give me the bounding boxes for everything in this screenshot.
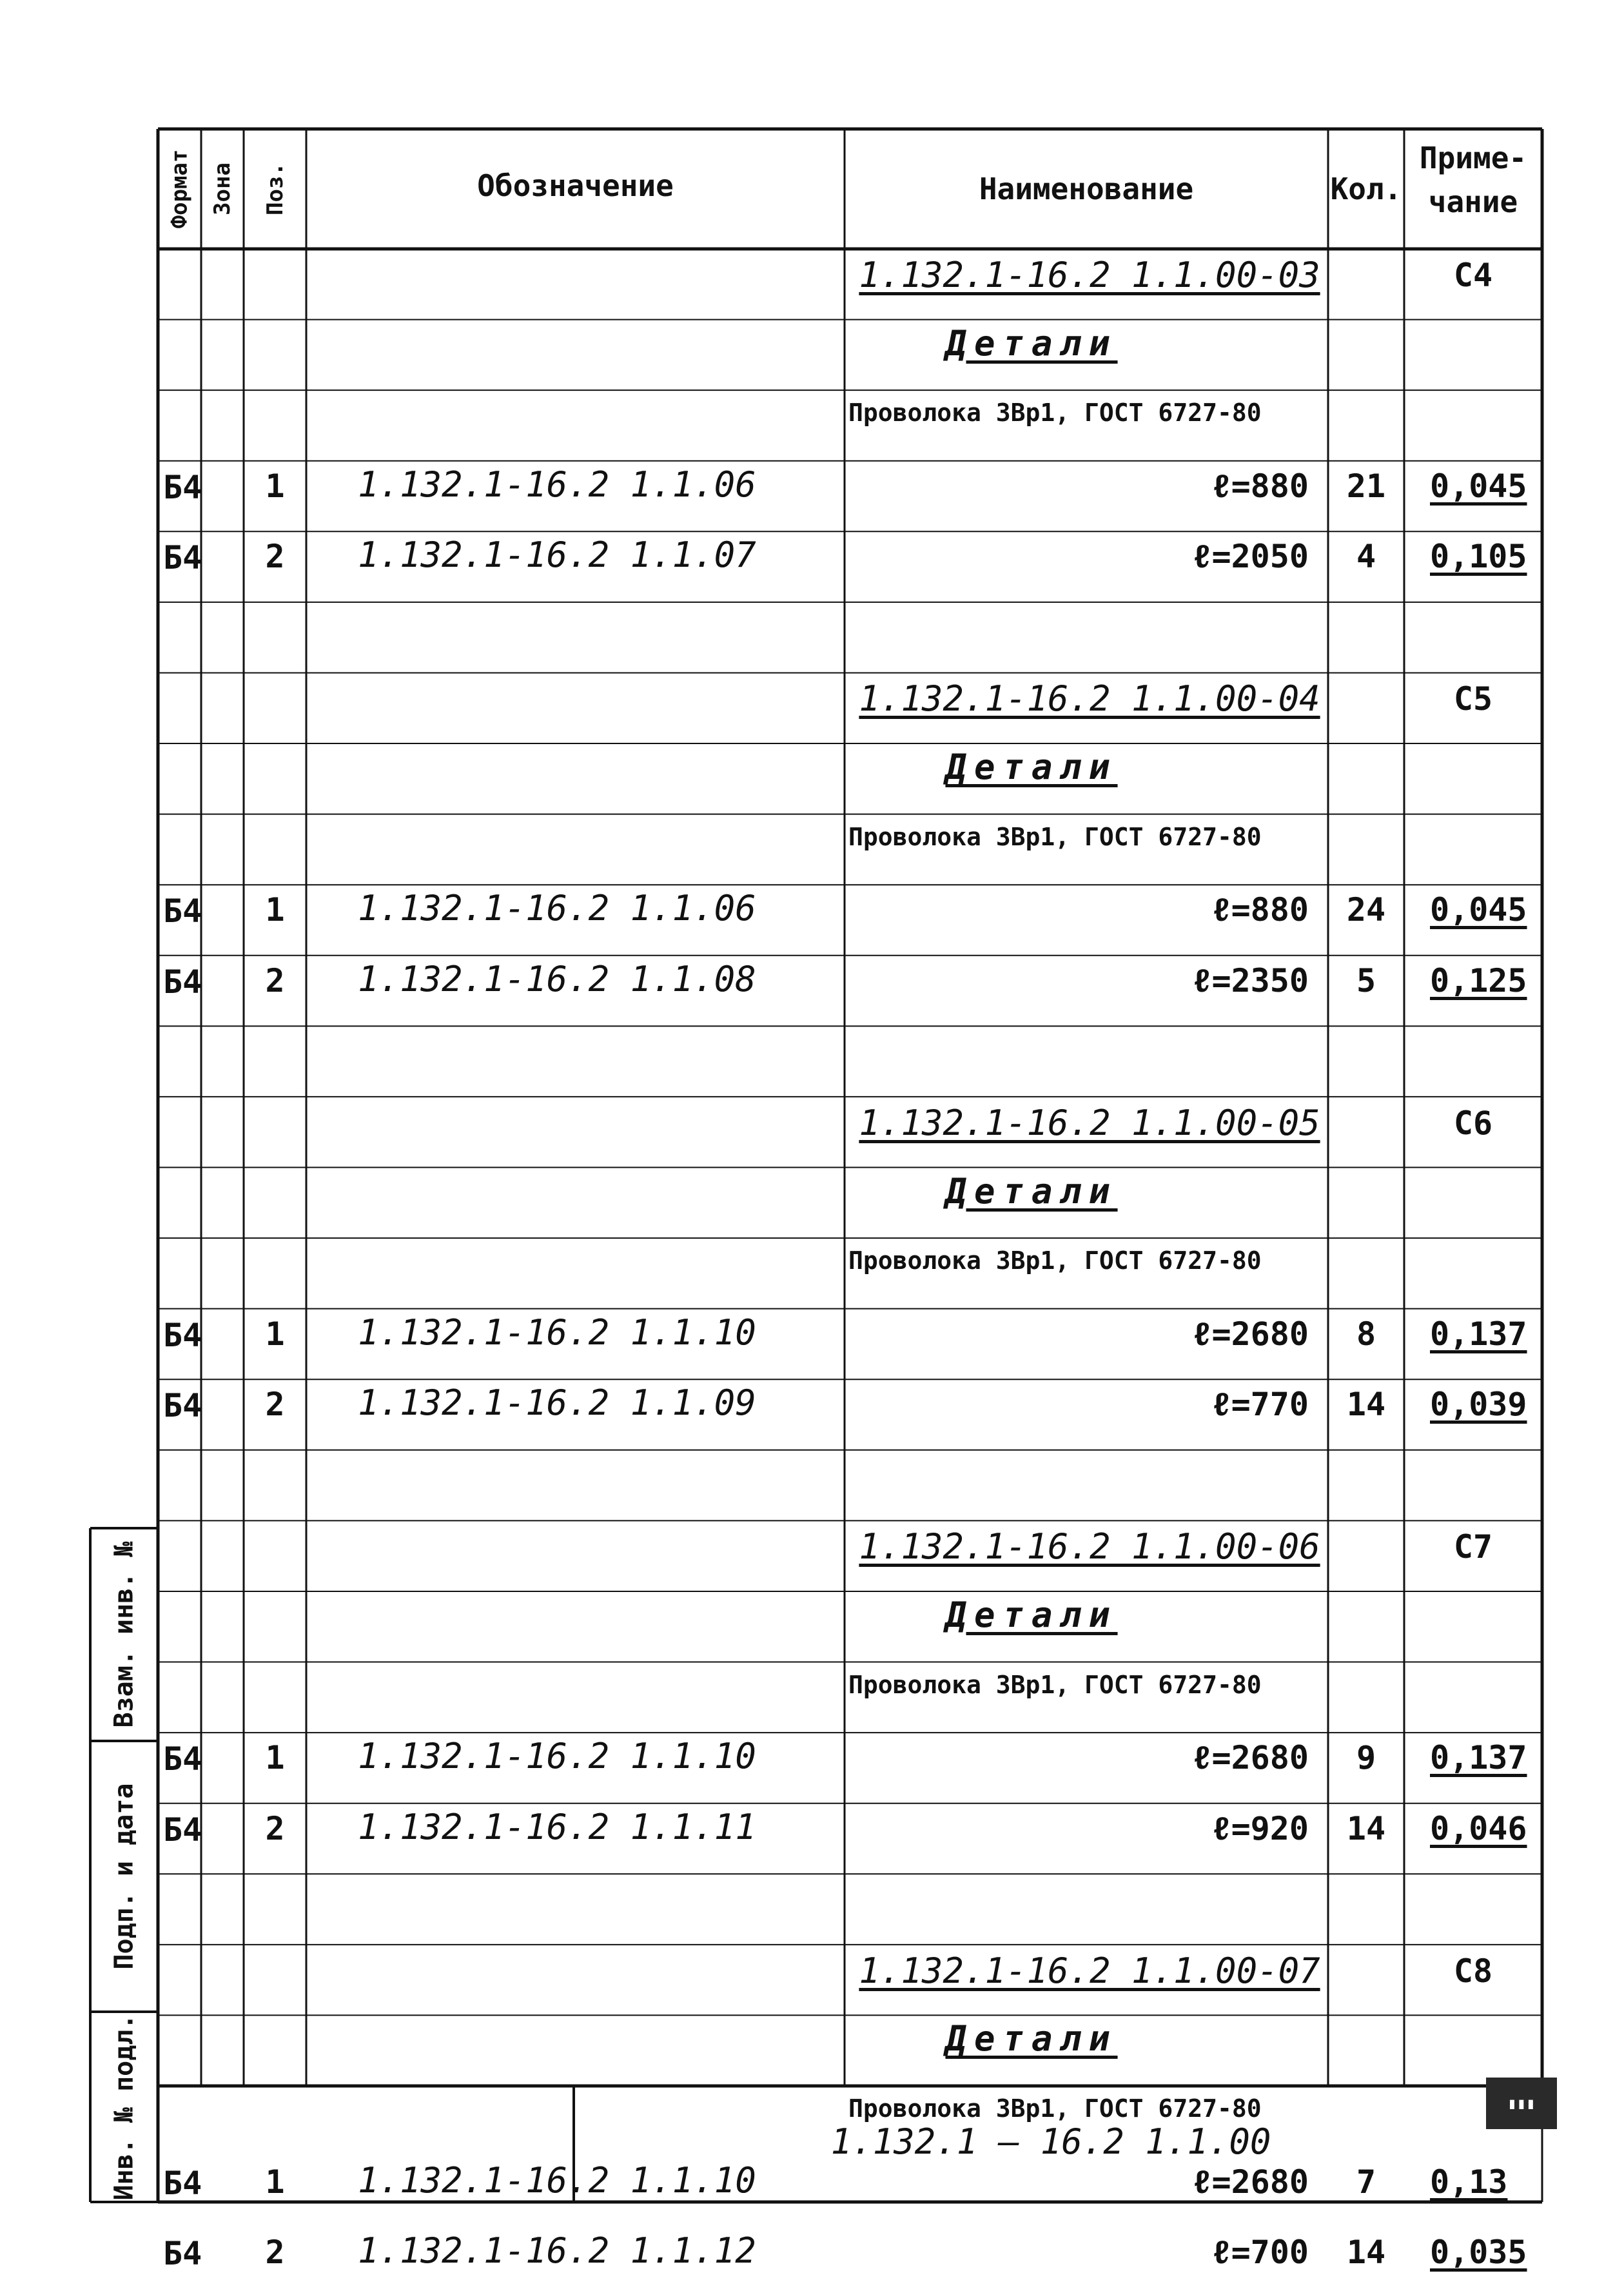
material-spec: Проволока 3Вр1, ГОСТ 6727-80 xyxy=(848,1670,1262,1699)
material-spec: Проволока 3Вр1, ГОСТ 6727-80 xyxy=(848,398,1262,428)
group-note: С7 xyxy=(1453,1528,1493,1566)
item-length: ℓ=880 xyxy=(1211,467,1309,505)
item-mass: 0,137 xyxy=(1430,1739,1527,1777)
item-designation: 1.132.1-16.2 1.1.11 xyxy=(358,1806,756,1847)
item-format: Б4 xyxy=(163,468,202,506)
group-note: С4 xyxy=(1453,257,1493,294)
group-note: С5 xyxy=(1453,680,1493,718)
item-length: ℓ=2680 xyxy=(1192,2163,1309,2201)
item-position: 1 xyxy=(265,891,285,929)
item-quantity: 21 xyxy=(1346,467,1386,505)
item-position: 1 xyxy=(265,1739,285,1777)
item-mass: 0,035 xyxy=(1430,2234,1527,2272)
group-title: 1.132.1-16.2 1.1.00-05 xyxy=(859,1102,1320,1143)
material-spec: Проволока 3Вр1, ГОСТ 6727-80 xyxy=(848,2094,1262,2123)
item-quantity: 14 xyxy=(1346,2234,1386,2272)
item-length: ℓ=2050 xyxy=(1192,538,1309,576)
item-format: Б4 xyxy=(163,1811,202,1849)
section-title: Детали xyxy=(945,1594,1118,1635)
item-mass: 0,045 xyxy=(1430,467,1527,505)
item-mass: 0,039 xyxy=(1430,1386,1527,1424)
item-length: ℓ=700 xyxy=(1211,2234,1309,2272)
item-position: 1 xyxy=(265,467,285,505)
side-label-original-inventory: Инв. № подл. xyxy=(108,2014,139,2201)
header-note-line2: чание xyxy=(1428,184,1518,219)
item-mass: 0,125 xyxy=(1430,961,1527,999)
footer-document-code: 1.132.1 – 16.2 1.1.00 xyxy=(830,2121,1271,2162)
material-spec: Проволока 3Вр1, ГОСТ 6727-80 xyxy=(848,822,1262,851)
item-mass: 0,13 xyxy=(1430,2163,1508,2201)
header-format: Формат xyxy=(166,149,193,229)
item-position: 1 xyxy=(265,2163,285,2201)
item-mass: 0,045 xyxy=(1430,891,1527,929)
item-mass: 0,105 xyxy=(1430,538,1527,576)
corner-stamp: ▮▮▮ xyxy=(1486,2078,1557,2129)
item-designation: 1.132.1-16.2 1.1.07 xyxy=(358,535,756,576)
item-format: Б4 xyxy=(163,2235,202,2273)
item-mass: 0,137 xyxy=(1430,1315,1527,1353)
item-quantity: 24 xyxy=(1346,891,1386,929)
group-title: 1.132.1-16.2 1.1.00-07 xyxy=(859,1950,1320,1991)
section-title: Детали xyxy=(945,2018,1118,2059)
item-designation: 1.132.1-16.2 1.1.09 xyxy=(358,1382,756,1424)
group-note: С8 xyxy=(1453,1952,1493,1990)
section-title: Детали xyxy=(945,322,1118,364)
header-designation: Обозначение xyxy=(477,168,674,203)
side-label-signature-date: Подп. и дата xyxy=(108,1783,139,1970)
header-zone: Зона xyxy=(209,162,235,215)
material-spec: Проволока 3Вр1, ГОСТ 6727-80 xyxy=(848,1246,1262,1275)
item-position: 2 xyxy=(265,2234,285,2272)
item-designation: 1.132.1-16.2 1.1.08 xyxy=(358,958,756,999)
item-designation: 1.132.1-16.2 1.1.06 xyxy=(358,888,756,929)
item-format: Б4 xyxy=(163,963,202,1001)
item-quantity: 4 xyxy=(1356,538,1376,576)
group-note: С6 xyxy=(1453,1104,1493,1142)
side-label-replacement-inventory: Взам. инв. № xyxy=(108,1541,139,1728)
item-position: 2 xyxy=(265,1809,285,1847)
item-quantity: 9 xyxy=(1356,1739,1376,1777)
header-name: Наименование xyxy=(979,172,1194,206)
item-designation: 1.132.1-16.2 1.1.10 xyxy=(358,2159,756,2201)
item-quantity: 5 xyxy=(1356,961,1376,999)
group-title: 1.132.1-16.2 1.1.00-06 xyxy=(859,1526,1320,1568)
item-position: 1 xyxy=(265,1315,285,1353)
item-quantity: 14 xyxy=(1346,1809,1386,1847)
item-length: ℓ=2350 xyxy=(1192,961,1309,999)
header-note-line1: Приме- xyxy=(1419,141,1527,175)
item-format: Б4 xyxy=(163,1316,202,1354)
item-position: 2 xyxy=(265,961,285,999)
item-length: ℓ=2680 xyxy=(1192,1739,1309,1777)
group-title: 1.132.1-16.2 1.1.00-03 xyxy=(859,255,1320,295)
item-position: 2 xyxy=(265,1386,285,1424)
item-length: ℓ=880 xyxy=(1211,891,1309,929)
item-format: Б4 xyxy=(163,1387,202,1425)
item-length: ℓ=770 xyxy=(1211,1386,1309,1424)
item-length: ℓ=920 xyxy=(1211,1809,1309,1847)
item-position: 2 xyxy=(265,538,285,576)
item-mass: 0,046 xyxy=(1430,1809,1527,1847)
item-quantity: 7 xyxy=(1356,2163,1376,2201)
item-designation: 1.132.1-16.2 1.1.06 xyxy=(358,464,756,505)
item-format: Б4 xyxy=(163,2164,202,2202)
item-designation: 1.132.1-16.2 1.1.12 xyxy=(358,2230,756,2272)
item-length: ℓ=2680 xyxy=(1192,1315,1309,1353)
header-qty: Кол. xyxy=(1330,172,1402,206)
item-designation: 1.132.1-16.2 1.1.10 xyxy=(358,1736,756,1777)
group-title: 1.132.1-16.2 1.1.00-04 xyxy=(859,678,1320,720)
item-format: Б4 xyxy=(163,1740,202,1778)
section-title: Детали xyxy=(945,747,1118,788)
section-title: Детали xyxy=(945,1170,1118,1212)
header-position: Поз. xyxy=(262,162,288,215)
item-quantity: 14 xyxy=(1346,1386,1386,1424)
item-format: Б4 xyxy=(163,539,202,577)
item-designation: 1.132.1-16.2 1.1.10 xyxy=(358,1312,756,1353)
item-format: Б4 xyxy=(163,892,202,930)
item-quantity: 8 xyxy=(1356,1315,1376,1353)
